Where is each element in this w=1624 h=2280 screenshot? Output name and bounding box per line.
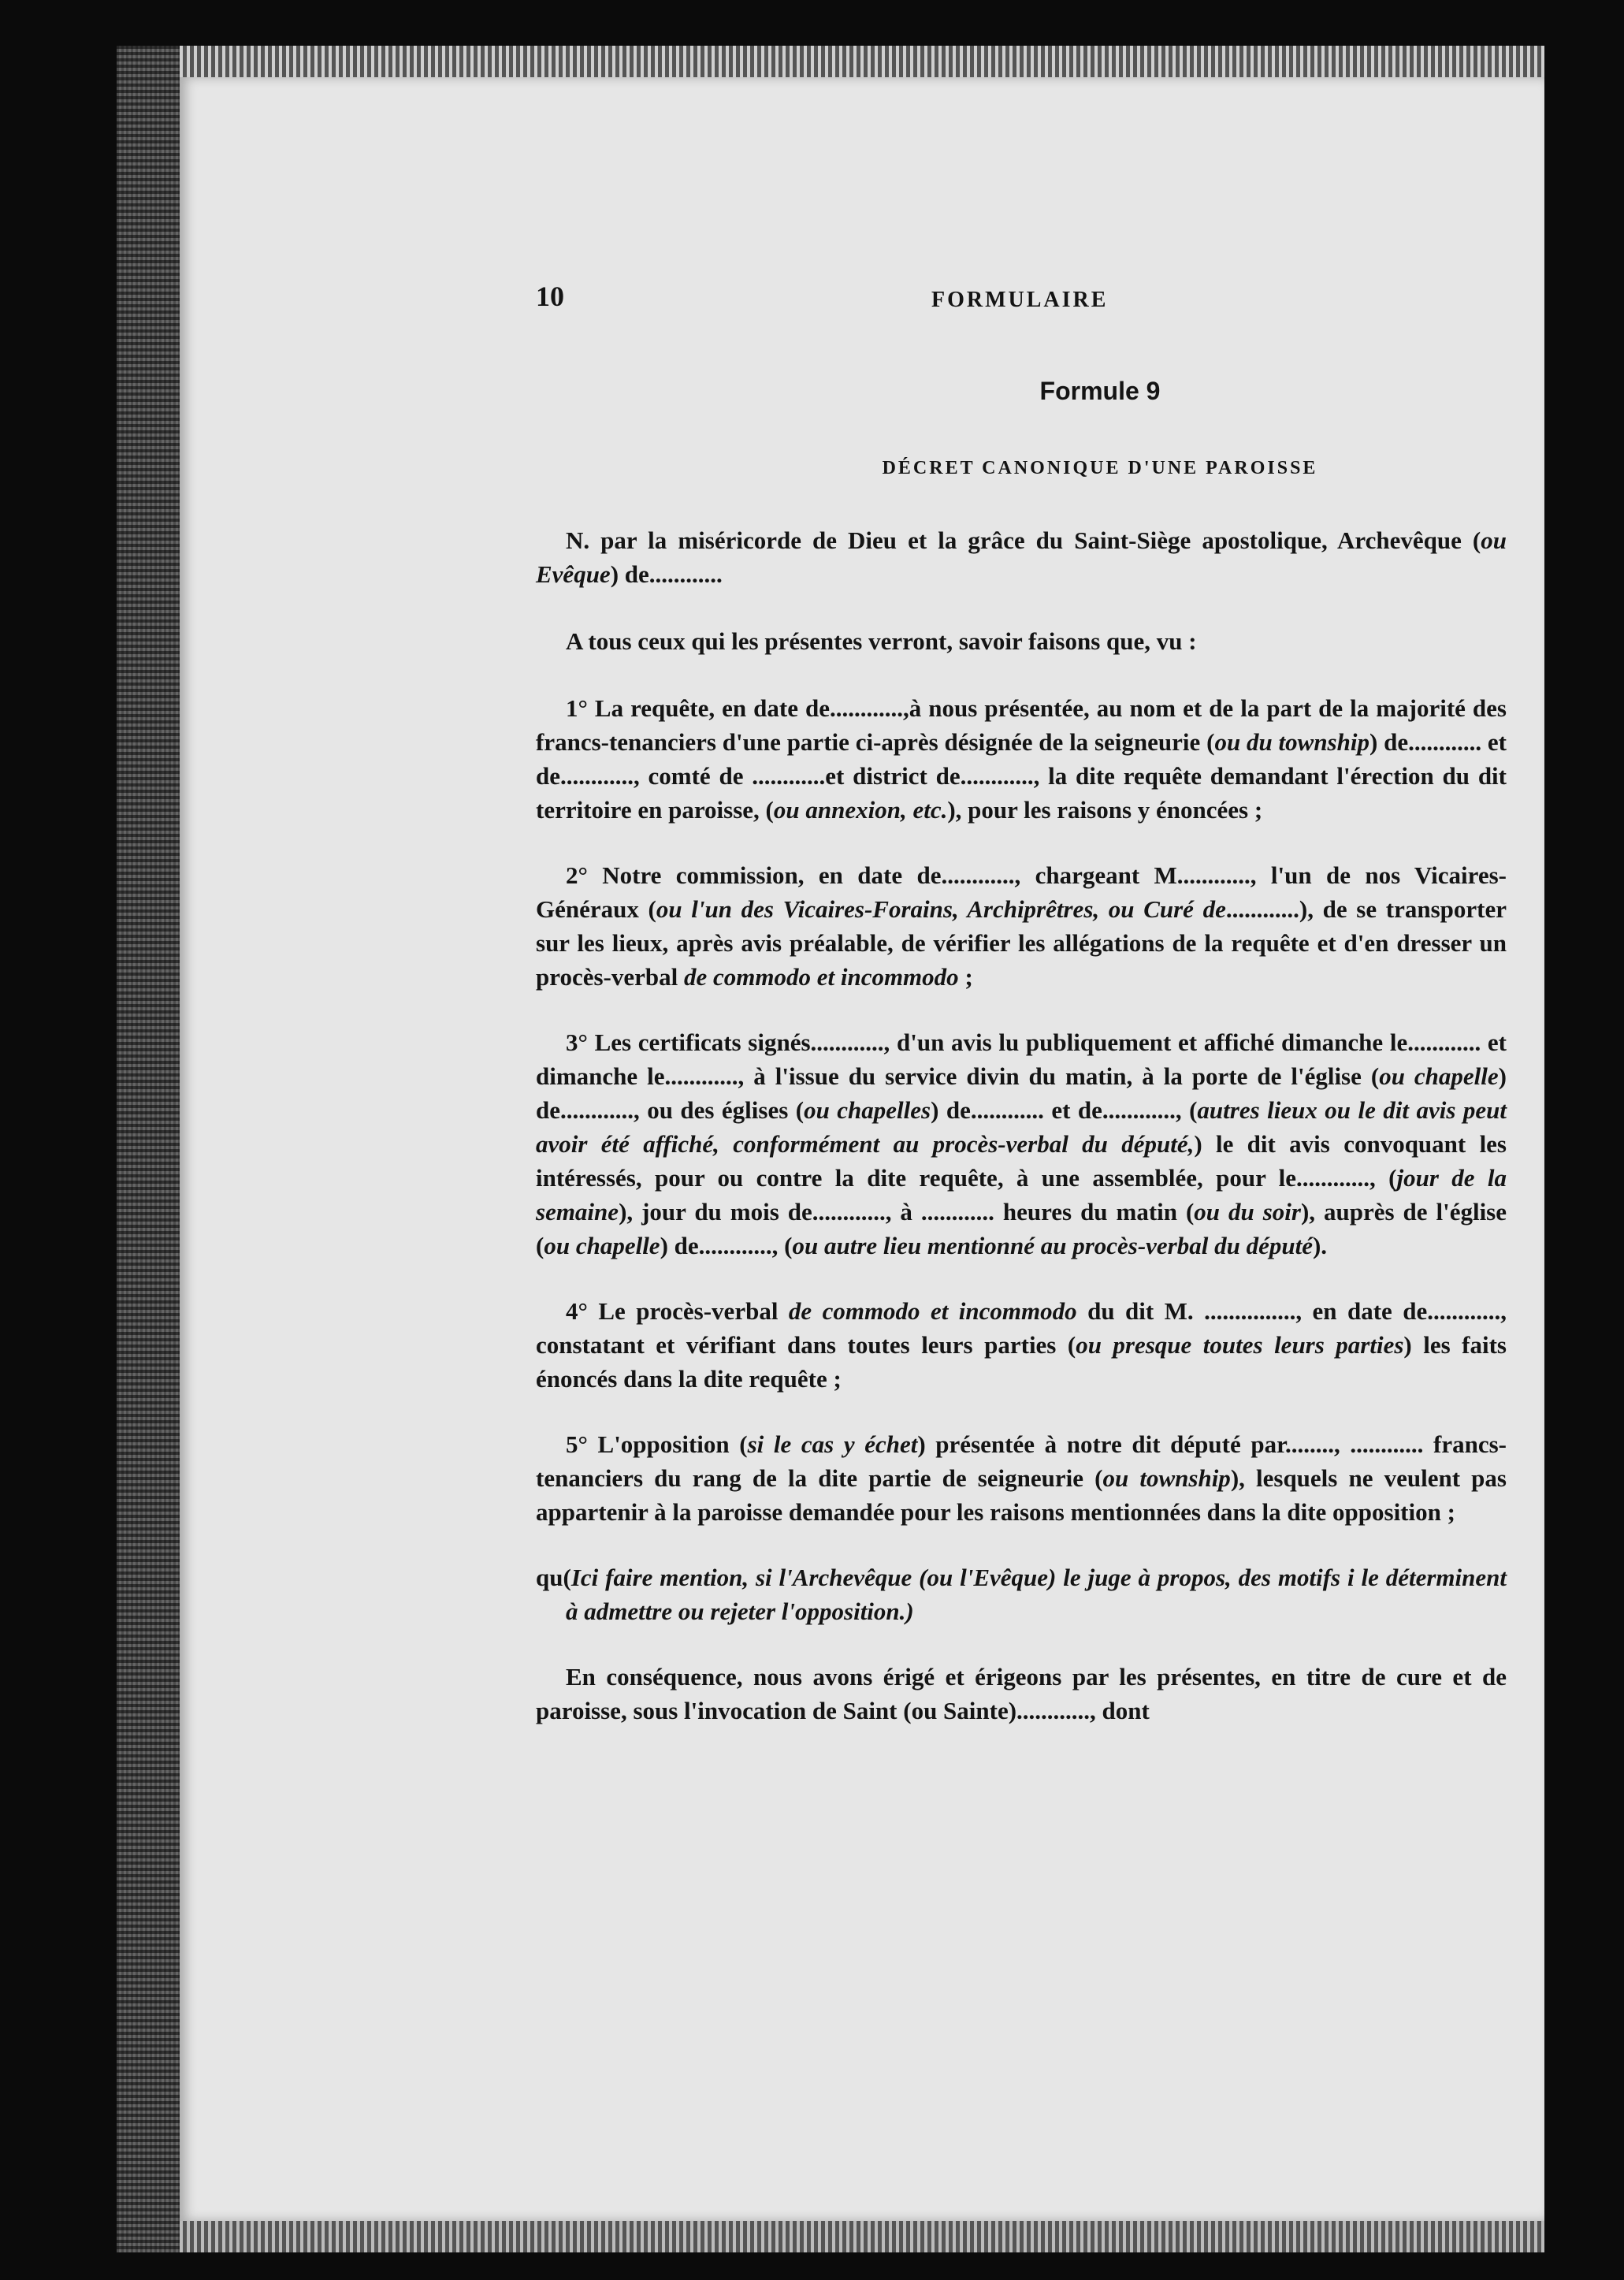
page-content	[536, 280, 1507, 1728]
running-title: FORMULAIRE	[931, 288, 1109, 312]
paragraph-3: 3° Les certificats signés............, d'un avis lu publiquement et affiché dimanche le............ et dimanche le............, à l'issue du service divin du matin, à la porte de l'église (ou chapelle) de............, ou des églises (ou chapelles) de............ et de............, (autres lieux ou le dit avis peut avoir été affiché, conformément au procès-verbal du député,) le dit avis convoquant les intéressés, pour ou contre la dite requête, à une assemblée, pour le............, (jour de la semaine), jour du mois de............, à ............ heures du matin (ou du soir), auprès de l'église (ou chapelle) de............, (ou autre lieu mentionné au procès-verbal du député).	[536, 1028, 1507, 1259]
paragraph-4: 4° Le procès-verbal de commodo et incommodo du dit M. ..............., en date de............, constatant et vérifiant dans toutes leurs parties (ou presque toutes leurs parties) les faits énoncés dans la dite requête ;	[536, 1297, 1507, 1393]
paragraph-intro: N. par la miséricorde de Dieu et la grâce du Saint-Siège apostolique, Archevêque (ou Evêque) de............	[536, 526, 1507, 588]
paragraph-conclusion: En conséquence, nous avons érigé et érigeons par les présentes, en titre de cure et de paroisse, sous l'invocation de Saint (ou Sainte)............, dont	[536, 1663, 1507, 1724]
formula-title: Formule 9	[1039, 377, 1161, 405]
decree-title: DÉCRET CANONIQUE D'UNE PAROISSE	[882, 458, 1318, 478]
book-edge-bottom	[180, 2221, 1544, 2252]
paragraph-2: 2° Notre commission, en date de............, chargeant M............, l'un de nos Vicaires-Généraux (ou l'un des Vicaires-Forains, Archiprêtres, ou Curé de............), de se transporter sur les lieux, après avis préalable, de vérifier les allégations de la requête et d'en dresser un procès-verbal de commodo et incommodo ;	[536, 861, 1507, 991]
running-head	[536, 280, 1507, 327]
book-edge-top	[180, 46, 1544, 77]
paragraph-greeting: A tous ceux qui les présentes verront, savoir faisons que, vu :	[566, 627, 1197, 655]
paragraph-5: 5° L'opposition (si le cas y échet) présentée à notre dit député par........, ............ francs-tenanciers du rang de la dite partie de seigneurie (ou township), lesquels ne veulent pas appartenir à la paroisse demandée pour les raisons mentionnées dans la dite opposition ;	[536, 1430, 1507, 1526]
book-binding-left	[117, 46, 180, 2252]
page-number: 10	[536, 281, 564, 312]
paragraph-note: qu(Ici faire mention, si l'Archevêque (ou l'Evêque) le juge à propos, des motifs i le déterminent à admettre ou rejeter l'opposition.)	[536, 1564, 1507, 1625]
paragraph-1: 1° La requête, en date de............,à nous présentée, au nom et de la part de la majorité des francs-tenanciers d'une partie ci-après désignée de la seigneurie (ou du township) de............ et de............, comté de ............et district de............, la dite requête demandant l'érection du dit territoire en paroisse, (ou annexion, etc.), pour les raisons y énoncées ;	[536, 694, 1507, 824]
